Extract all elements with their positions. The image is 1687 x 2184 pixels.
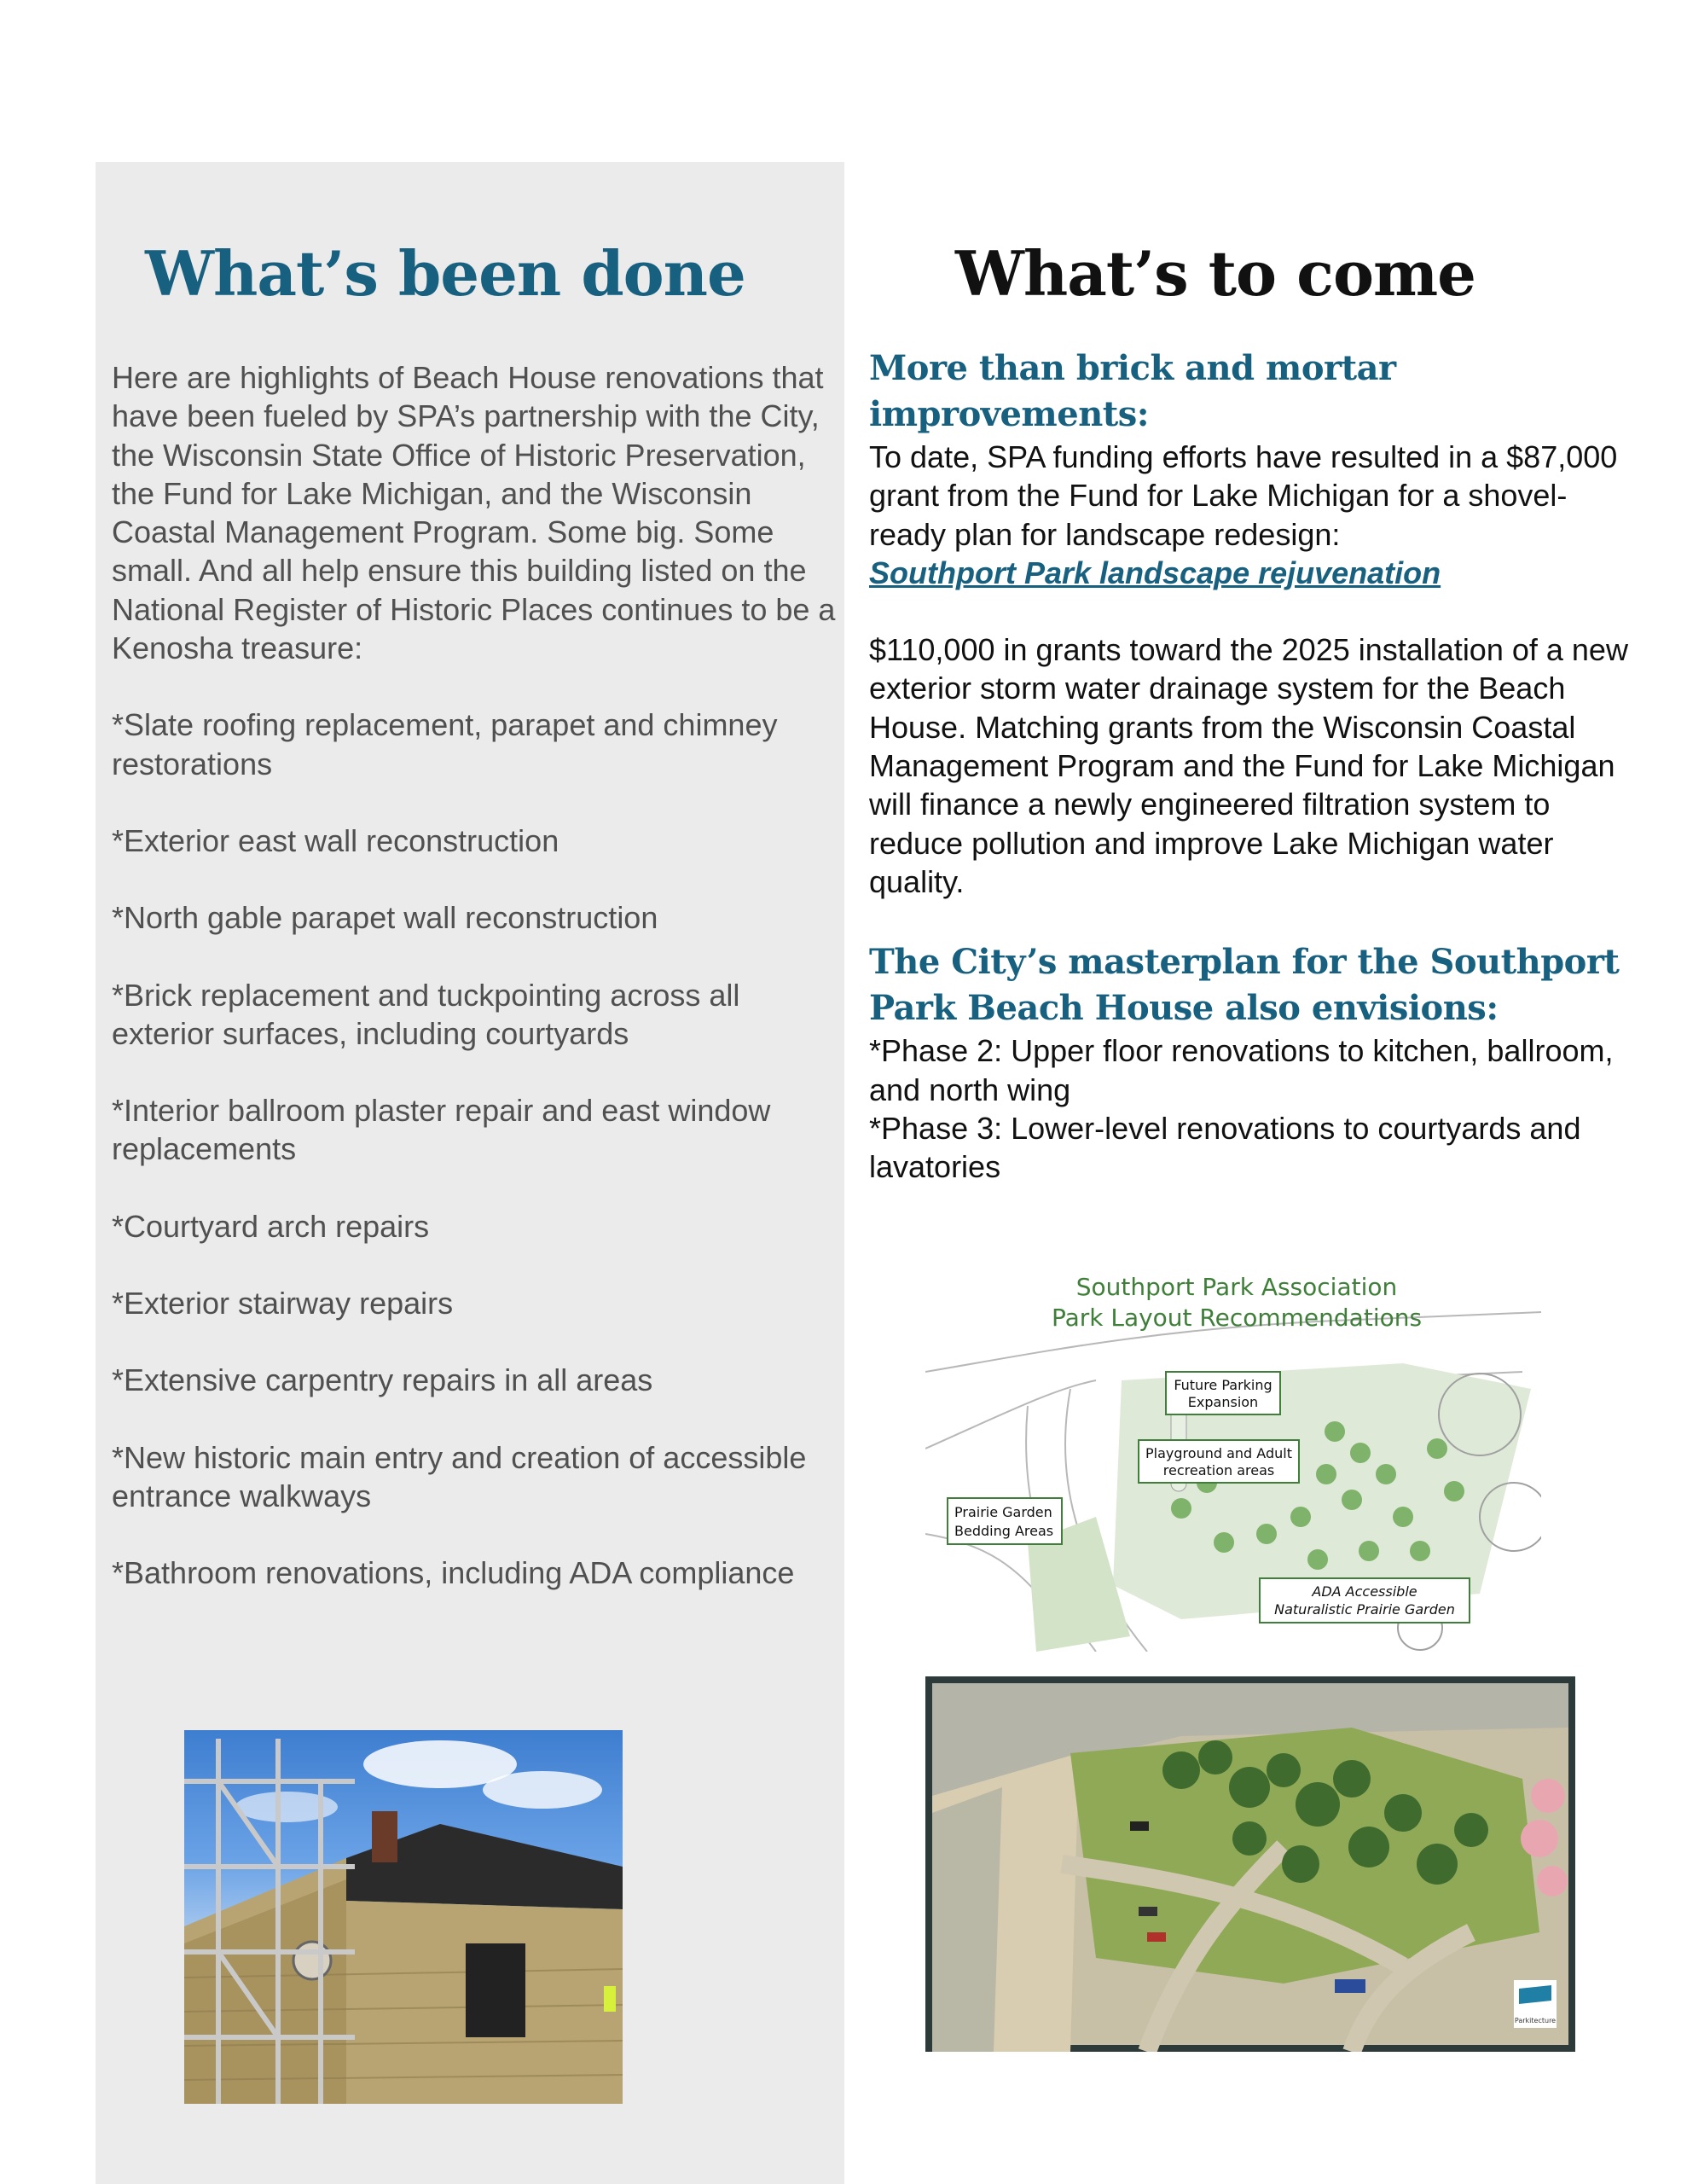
phase-3: *Phase 3: Lower-level renovations to courtyards and lavatories bbox=[869, 1110, 1581, 1185]
scaffolding-photo bbox=[184, 1730, 623, 2104]
list-item: *North gable parapet wall reconstruction bbox=[112, 900, 658, 936]
right-title: What’s to come bbox=[955, 237, 1475, 310]
left-intro: Here are highlights of Beach House renovations that have been fueled by SPA’s partnership with the City, the Wisconsin State Office of Historic Preservation, the Fund for Lake Michigan, and the Wisconsin Coastal Management Program. Some big. Some small. And all help ensure this building listed on the National Register of Historic Places continues to be a Kenosha treasure: bbox=[112, 360, 836, 666]
para-grant-text: To date, SPA funding efforts have resulted in a $87,000 grant from the Fund for Lake Michigan for a shovel-ready plan for landscape redesign: bbox=[869, 439, 1618, 552]
map-title-1: Southport Park Association bbox=[1075, 1273, 1398, 1301]
right-body bbox=[869, 346, 1637, 1186]
aerial-rendering bbox=[925, 1676, 1575, 2052]
list-item: *Extensive carpentry repairs in all areas bbox=[112, 1362, 653, 1398]
left-title: What’s been done bbox=[145, 237, 745, 310]
list-item: *Slate roofing replacement, parapet and chimney restorations bbox=[112, 707, 778, 781]
park-map-illustration bbox=[925, 1261, 1541, 1652]
list-item: *Courtyard arch repairs bbox=[112, 1208, 430, 1244]
list-item: *Exterior stairway repairs bbox=[112, 1286, 454, 1321]
map-label-playground-2: recreation areas bbox=[1162, 1462, 1275, 1478]
phase-2: *Phase 2: Upper floor renovations to kitchen, ballroom, and north wing bbox=[869, 1033, 1614, 1107]
landscape-link[interactable]: Southport Park landscape rejuvenation bbox=[869, 555, 1441, 590]
map-label-parking-2: Expansion bbox=[1187, 1394, 1259, 1410]
map-title-2: Park Layout Recommendations bbox=[1051, 1304, 1423, 1332]
list-item: *Brick replacement and tuckpointing across all exterior surfaces, including courtyards bbox=[112, 977, 740, 1051]
list-item: *Bathroom renovations, including ADA compliance bbox=[112, 1555, 795, 1591]
left-body bbox=[112, 358, 837, 1631]
aerial-rendering-illustration bbox=[925, 1676, 1575, 2052]
map-label-ada-1: ADA Accessible bbox=[1312, 1583, 1417, 1600]
map-label-prairie-1: Prairie Garden bbox=[954, 1504, 1052, 1520]
list-item: *New historic main entry and creation of accessible entrance walkways bbox=[112, 1439, 807, 1513]
map-label-playground-1: Playground and Adult bbox=[1145, 1445, 1292, 1461]
park-layout-map bbox=[925, 1261, 1541, 1652]
map-label-ada-2: Naturalistic Prairie Garden bbox=[1274, 1601, 1455, 1618]
scaffolding-illustration bbox=[184, 1730, 623, 2104]
para-stormwater: $110,000 in grants toward the 2025 installation of a new exterior storm water drainage system for the Beach House. Matching grants from the Wisconsin Coastal Management Program and the Fund for Lake Michigan will finance a newly engineered filtration system to reduce pollution and improve Lake Michigan water quality. bbox=[869, 632, 1628, 899]
heading-masterplan: The City’s masterplan for the Southport Park Beach House also envisions: bbox=[869, 942, 1620, 1029]
para-grant bbox=[869, 438, 1637, 592]
list-item: *Exterior east wall reconstruction bbox=[112, 822, 559, 858]
render-logo-text: Parkitecture bbox=[1514, 2017, 1557, 2024]
map-label-parking-1: Future Parking bbox=[1174, 1377, 1272, 1393]
list-item: *Interior ballroom plaster repair and east window replacements bbox=[112, 1093, 771, 1167]
map-label-prairie-2: Bedding Areas bbox=[954, 1523, 1054, 1539]
heading-brick-mortar: More than brick and mortar improvements: bbox=[869, 348, 1396, 434]
